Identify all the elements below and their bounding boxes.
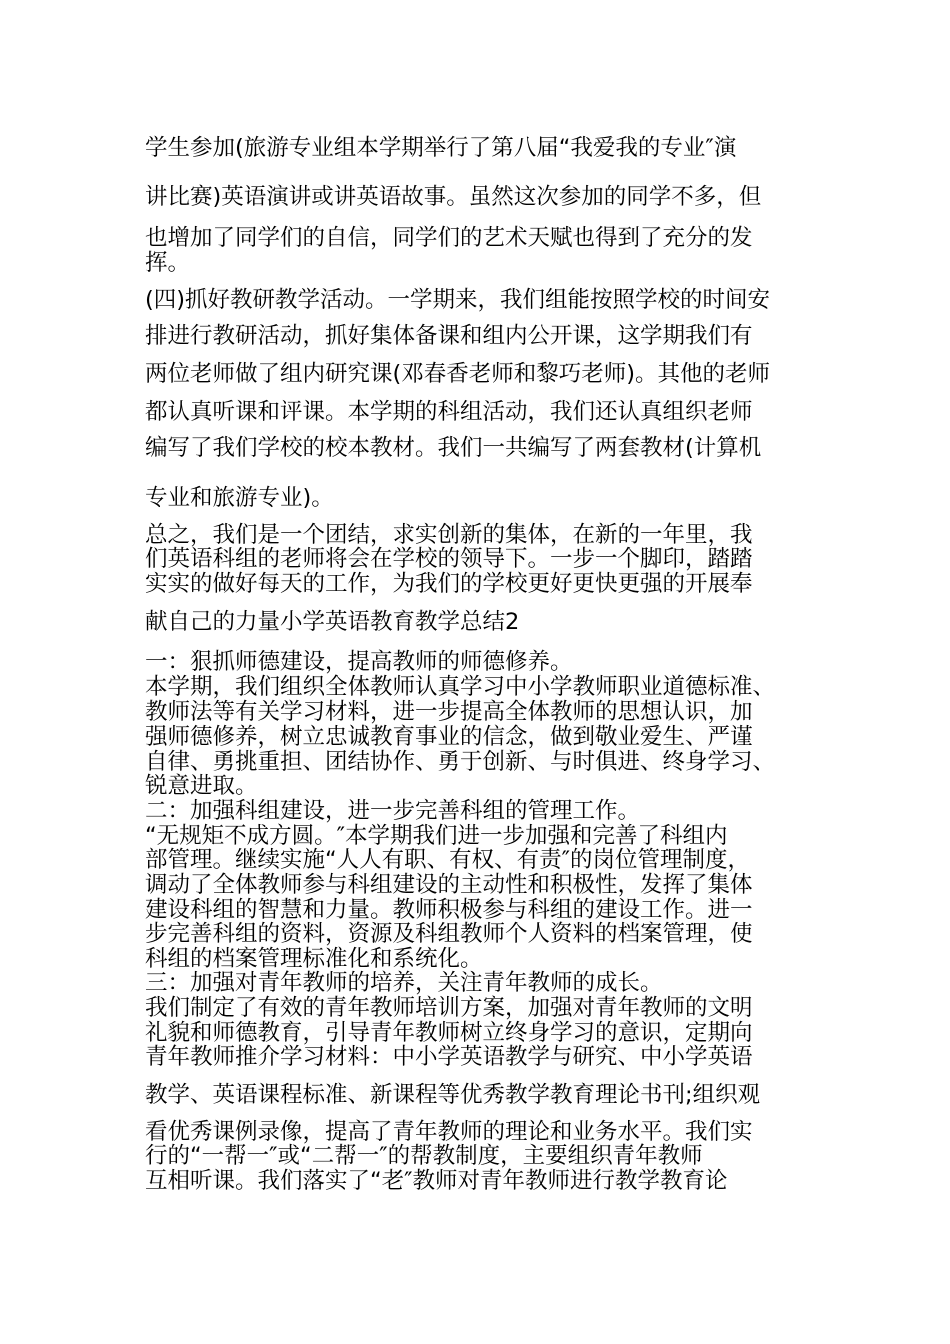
text-line: 排进行教研活动，抓好集体备课和组内公开课，这学期我们有 bbox=[145, 323, 753, 349]
text-line: 们英语科组的老师将会在学校的领导下。一步一个脚印，踏踏 bbox=[145, 546, 753, 572]
text-line: 互相听课。我们落实了“老″教师对青年教师进行教学教育论 bbox=[145, 1168, 728, 1194]
section-heading: 二：加强科组建设，进一步完善科组的管理工作。 bbox=[145, 798, 641, 824]
section-heading: 三：加强对青年教师的培养，关注青年教师的成长。 bbox=[145, 970, 663, 996]
text-line: 都认真听课和评课。本学期的科组活动，我们还认真组织老师 bbox=[145, 399, 753, 425]
text-line: 锐意进取。 bbox=[145, 773, 258, 799]
text-line: 步完善科组的资料，资源及科组教师个人资料的档案管理，使 bbox=[145, 921, 753, 947]
text-line: 本学期，我们组织全体教师认真学习中小学教师职业道德标准、 bbox=[145, 674, 776, 700]
text-line: 挥。 bbox=[145, 250, 191, 276]
text-line: 教师法等有关学习材料，进一步提高全体教师的思想认识，加 bbox=[145, 699, 753, 725]
text-line: 科组的档案管理标准化和系统化。 bbox=[145, 946, 483, 972]
text-line: 行的“一帮一″或“二帮一″的帮教制度，主要组织青年教师 bbox=[145, 1143, 703, 1169]
text-line: 教学、英语课程标准、新课程等优秀教学教育理论书刊;组织观 bbox=[145, 1082, 761, 1108]
text-line: 献自己的力量小学英语教育教学总结2 bbox=[145, 609, 520, 635]
text-line: 自律、勇挑重担、团结协作、勇于创新、与时俱进、终身学习、 bbox=[145, 749, 776, 775]
text-line: 建设科组的智慧和力量。教师积极参与科组的建设工作。进一 bbox=[145, 897, 753, 923]
text-line: 实实的做好每天的工作，为我们的学校更好更快更强的开展奉 bbox=[145, 571, 753, 597]
text-line: 部管理。继续实施“人人有职、有权、有责″的岗位管理制度， bbox=[145, 847, 751, 873]
text-line: 学生参加(旅游专业组本学期举行了第八届“我爱我的专业″演 bbox=[145, 135, 737, 161]
text-line: 我们制定了有效的青年教师培训方案，加强对青年教师的文明 bbox=[145, 995, 753, 1021]
text-line: 两位老师做了组内研究课(邓春香老师和黎巧老师)。其他的老师 bbox=[145, 361, 771, 387]
text-line: 编写了我们学校的校本教材。我们一共编写了两套教材(计算机 bbox=[145, 435, 762, 461]
text-line: “无规矩不成方圆。″本学期我们进一步加强和完善了科组内 bbox=[145, 823, 728, 849]
text-line: 调动了全体教师参与科组建设的主动性和积极性，发挥了集体 bbox=[145, 872, 753, 898]
section-heading: 一：狠抓师德建设，提高教师的师德修养。 bbox=[145, 649, 573, 675]
text-line: 强师德修养，树立忠诚教育事业的信念，做到敬业爱生、严谨 bbox=[145, 724, 753, 750]
text-line: 也增加了同学们的自信，同学们的艺术天赋也得到了充分的发 bbox=[145, 225, 753, 251]
text-line: 青年教师推介学习材料：中小学英语教学与研究、中小学英语 bbox=[145, 1044, 753, 1070]
text-line: (四)抓好教研教学活动。一学期来，我们组能按照学校的时间安 bbox=[145, 287, 771, 313]
text-line: 讲比赛)英语演讲或讲英语故事。虽然这次参加的同学不多，但 bbox=[145, 184, 762, 210]
text-line: 专业和旅游专业)。 bbox=[145, 485, 334, 511]
text-line: 看优秀课例录像，提高了青年教师的理论和业务水平。我们实 bbox=[145, 1119, 753, 1145]
text-line: 礼貌和师德教育，引导青年教师树立终身学习的意识，定期向 bbox=[145, 1020, 753, 1046]
text-line: 总之，我们是一个团结，求实创新的集体，在新的一年里，我 bbox=[145, 522, 753, 548]
